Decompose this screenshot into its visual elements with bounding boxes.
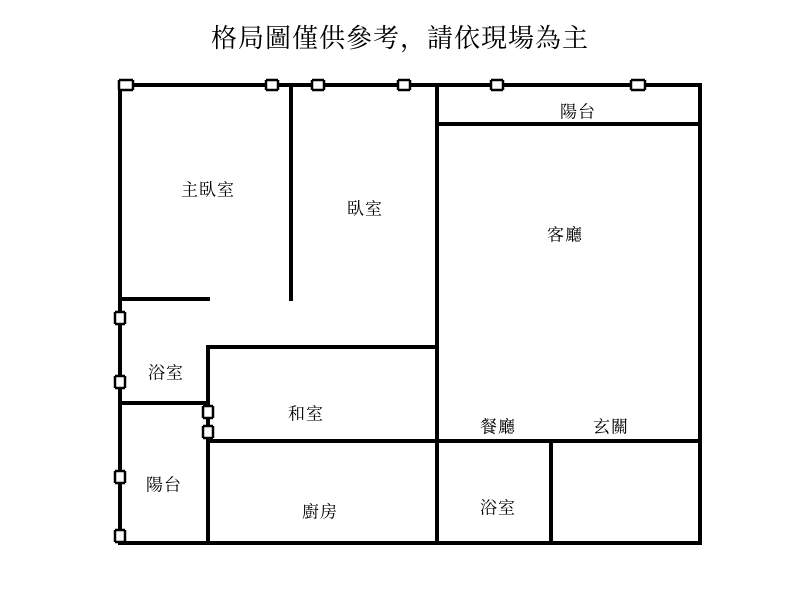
room-label-bedroom: 臥室 (347, 199, 383, 220)
room-label-master-bedroom: 主臥室 (181, 180, 235, 201)
room-label-japanese-room: 和室 (288, 404, 324, 425)
door-bath-upper-top-icon (115, 312, 125, 324)
room-label-living-room: 客廳 (547, 225, 583, 246)
room-label-bathroom-lower: 浴室 (480, 498, 516, 519)
window-top-4-icon (398, 80, 410, 90)
door-bath-upper-bottom-icon (115, 376, 125, 388)
openings-group (115, 80, 645, 542)
room-label-bathroom-upper: 浴室 (148, 363, 184, 384)
door-japanese-room-1-icon (203, 406, 213, 418)
page-title: 格局圖僅供參考，請依現場為主 (210, 24, 589, 54)
door-japanese-room-2-icon (203, 426, 213, 438)
door-balcony-rear-bottom-icon (115, 530, 125, 542)
walls-group (120, 85, 700, 543)
room-label-balcony-rear: 陽台 (146, 475, 182, 496)
room-label-dining-room: 餐廳 (480, 417, 516, 438)
window-top-1-icon (119, 80, 133, 90)
door-balcony-rear-top-icon (115, 471, 125, 483)
room-label-kitchen: 廚房 (302, 502, 338, 523)
room-label-balcony-front: 陽台 (560, 102, 596, 123)
window-top-2-icon (266, 80, 278, 90)
window-top-6-icon (631, 80, 645, 90)
window-top-5-icon (491, 80, 503, 90)
window-top-3-icon (312, 80, 324, 90)
room-label-foyer: 玄關 (593, 417, 629, 438)
